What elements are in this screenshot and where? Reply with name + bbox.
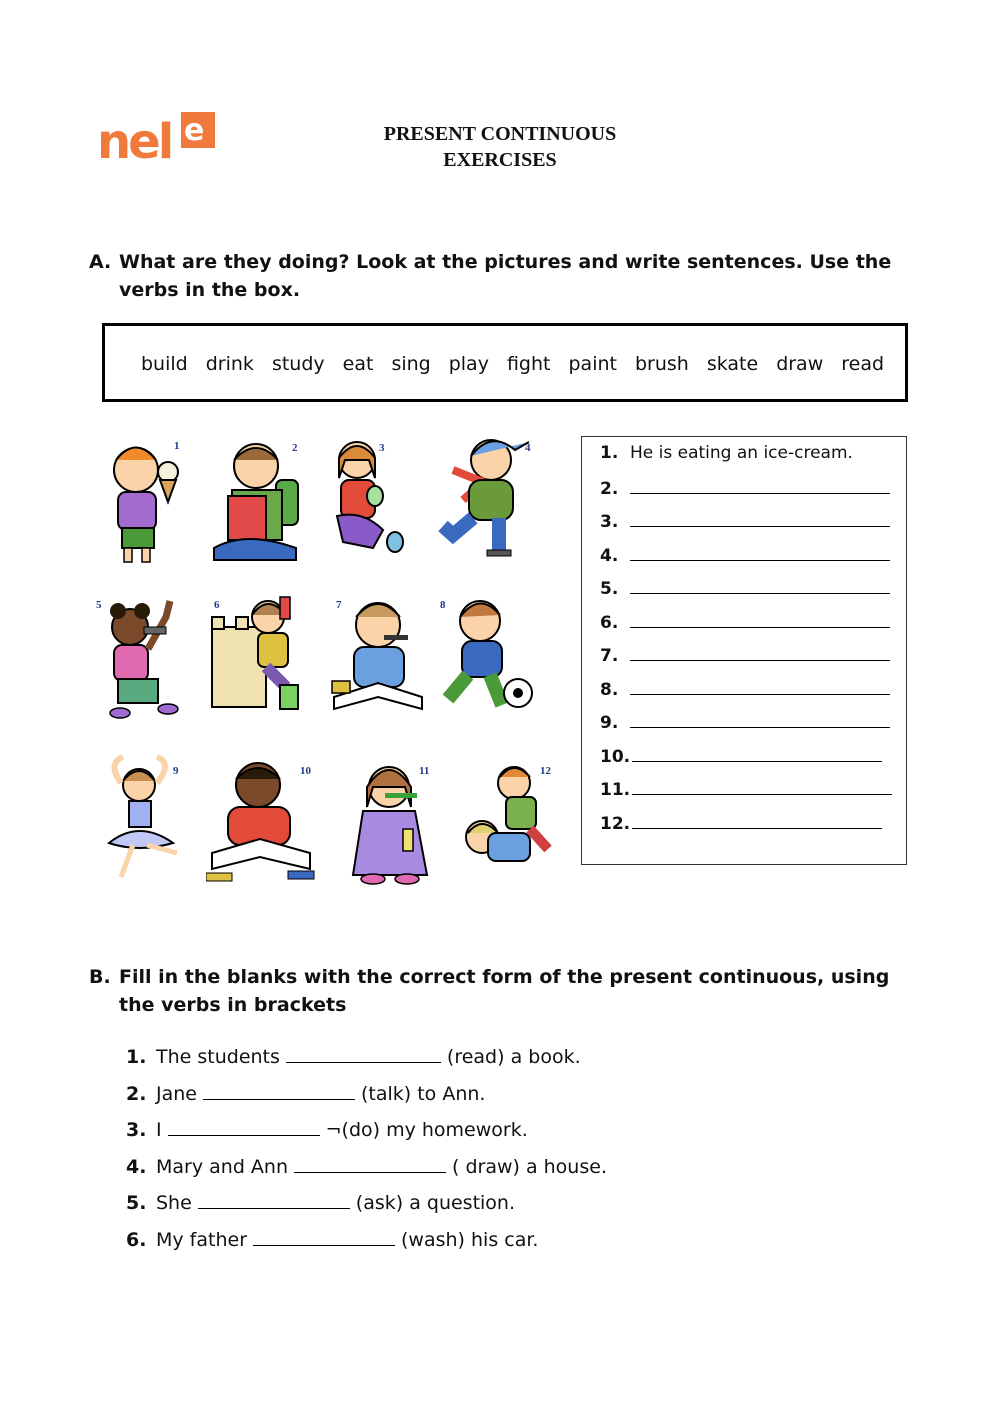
exercise-item xyxy=(126,1227,538,1251)
verb-skate: skate xyxy=(706,353,759,375)
exercise-subject: I xyxy=(156,1119,162,1142)
picture-boy-eating-ice-cream xyxy=(98,430,198,570)
exercise-number: 1. xyxy=(126,1046,147,1068)
exercise-rest: (wash) his car. xyxy=(401,1229,539,1251)
section-b-heading xyxy=(89,963,919,1019)
picture-girl-painting-egg xyxy=(323,430,423,570)
picture-number: 10 xyxy=(300,765,311,777)
exercise-number: 3. xyxy=(126,1119,147,1142)
answer-line[interactable] xyxy=(600,644,890,666)
verb-study: study xyxy=(271,353,325,375)
answer-number: 9. xyxy=(600,713,619,733)
picture-girl-dancing xyxy=(93,753,193,893)
verb-read: read xyxy=(841,353,885,375)
exercise-rest: (ask) a question. xyxy=(355,1192,516,1215)
exercise-blank[interactable] xyxy=(294,1154,446,1173)
picture-number: 5 xyxy=(96,599,102,611)
answer-line[interactable]: 12. xyxy=(600,812,882,834)
exercise-blank[interactable] xyxy=(253,1227,395,1246)
exercise-number: 4. xyxy=(126,1155,147,1178)
answer-blank[interactable] xyxy=(632,745,882,762)
picture-number: 1 xyxy=(174,440,180,452)
answer-blank[interactable] xyxy=(630,644,890,661)
picture-girl-brushing-teeth xyxy=(343,753,443,893)
pictures-grid xyxy=(88,425,568,900)
exercise-item xyxy=(126,1154,607,1178)
verb-box xyxy=(102,323,908,402)
answer-line[interactable] xyxy=(600,477,890,499)
answer-blank[interactable] xyxy=(632,812,882,829)
section-a-instruction: What are they doing? Look at the pictures and write sentences. Use the verbs in the box. xyxy=(119,251,892,301)
verb-sing: sing xyxy=(391,353,431,375)
answer-number: 7. xyxy=(600,646,619,666)
answer-line xyxy=(600,443,853,463)
answer-number: 4. xyxy=(600,545,619,566)
answer-blank[interactable] xyxy=(630,510,890,527)
exercise-subject: My father xyxy=(156,1229,248,1251)
exercise-rest: (read) a book. xyxy=(446,1046,581,1068)
verb-list xyxy=(141,353,902,375)
exercise-rest: ¬(do) my homework. xyxy=(325,1119,528,1142)
answer-text: He is eating an ice-cream. xyxy=(630,443,853,463)
answer-line[interactable] xyxy=(600,577,890,599)
exercise-rest: (talk) to Ann. xyxy=(360,1082,486,1105)
picture-boy-painting xyxy=(206,753,311,893)
picture-number: 8 xyxy=(440,599,446,611)
answer-blank[interactable] xyxy=(630,711,890,728)
exercise-blank[interactable] xyxy=(198,1190,350,1209)
answer-number: 1. xyxy=(600,443,619,463)
svg-text:e: e xyxy=(184,113,205,148)
answer-blank[interactable] xyxy=(630,611,890,628)
answer-line[interactable] xyxy=(600,711,890,733)
answer-number: 8. xyxy=(600,679,619,700)
picture-number: 11 xyxy=(419,765,430,777)
verb-brush: brush xyxy=(634,353,689,375)
picture-boy-reading xyxy=(206,430,306,570)
exercise-blank[interactable] xyxy=(286,1044,441,1063)
answer-line[interactable] xyxy=(600,510,890,532)
nele-logo xyxy=(95,108,220,164)
answer-blank[interactable] xyxy=(630,477,890,494)
exercise-item xyxy=(126,1117,528,1141)
title-line-2: EXERCISES xyxy=(443,149,557,171)
exercise-blank[interactable] xyxy=(168,1117,320,1136)
picture-girl-singing xyxy=(88,587,188,727)
picture-boy-building-sandcastle xyxy=(206,587,306,727)
picture-number: 6 xyxy=(214,599,220,611)
verb-fight: fight xyxy=(506,353,551,375)
verb-draw: draw xyxy=(776,353,824,375)
verb-drink: drink xyxy=(205,353,254,375)
worksheet-title xyxy=(300,121,700,173)
answer-blank[interactable] xyxy=(630,678,890,695)
answer-blank[interactable] xyxy=(630,577,890,594)
exercise-number: 5. xyxy=(126,1192,147,1215)
exercise-blank[interactable] xyxy=(203,1081,355,1100)
section-b-instruction: Fill in the blanks with the correct form of the present continuous, using the verbs in brackets xyxy=(119,966,890,1016)
picture-number: 4 xyxy=(525,442,531,454)
exercise-number: 6. xyxy=(126,1229,147,1251)
picture-number: 2 xyxy=(292,442,298,454)
answer-number: 3. xyxy=(600,512,619,532)
picture-boy-playing-football xyxy=(438,587,538,727)
exercise-subject: Mary and Ann xyxy=(156,1155,288,1178)
exercise-item xyxy=(126,1081,485,1105)
exercise-item xyxy=(126,1190,515,1214)
answer-blank[interactable] xyxy=(632,778,892,795)
exercise-subject: The students xyxy=(156,1046,280,1068)
answer-line[interactable] xyxy=(600,678,890,700)
answer-number: 2. xyxy=(600,478,619,499)
answer-number: 5. xyxy=(600,579,619,599)
picture-boys-fighting xyxy=(458,753,558,893)
svg-text:nel: nel xyxy=(97,114,172,164)
picture-number: 3 xyxy=(379,442,385,454)
verb-play: play xyxy=(448,353,489,375)
exercise-number: 2. xyxy=(126,1082,147,1105)
picture-number: 7 xyxy=(336,599,342,611)
title-line-1: PRESENT CONTINUOUS xyxy=(383,123,617,145)
answer-box xyxy=(581,436,907,865)
exercise-subject: She xyxy=(156,1192,192,1215)
answer-line[interactable]: 11. xyxy=(600,778,892,800)
picture-boy-brushing-studying xyxy=(328,587,428,727)
section-a-letter: A. xyxy=(89,251,112,273)
answer-blank[interactable] xyxy=(630,544,890,561)
answer-number: 6. xyxy=(600,612,619,633)
verb-eat: eat xyxy=(342,353,374,375)
picture-number: 12 xyxy=(540,765,551,777)
exercise-item xyxy=(126,1044,581,1068)
section-b-letter: B. xyxy=(89,966,111,988)
section-a-heading xyxy=(89,248,919,304)
verb-build: build xyxy=(141,353,188,375)
verb-paint: paint xyxy=(568,353,617,375)
picture-boy-skating xyxy=(433,430,533,570)
picture-number: 9 xyxy=(173,765,179,777)
exercise-rest: ( draw) a house. xyxy=(452,1155,607,1178)
answer-line[interactable]: 10. xyxy=(600,745,882,767)
answer-line[interactable] xyxy=(600,611,890,633)
answer-line[interactable] xyxy=(600,544,890,566)
exercise-subject: Jane xyxy=(156,1082,197,1105)
